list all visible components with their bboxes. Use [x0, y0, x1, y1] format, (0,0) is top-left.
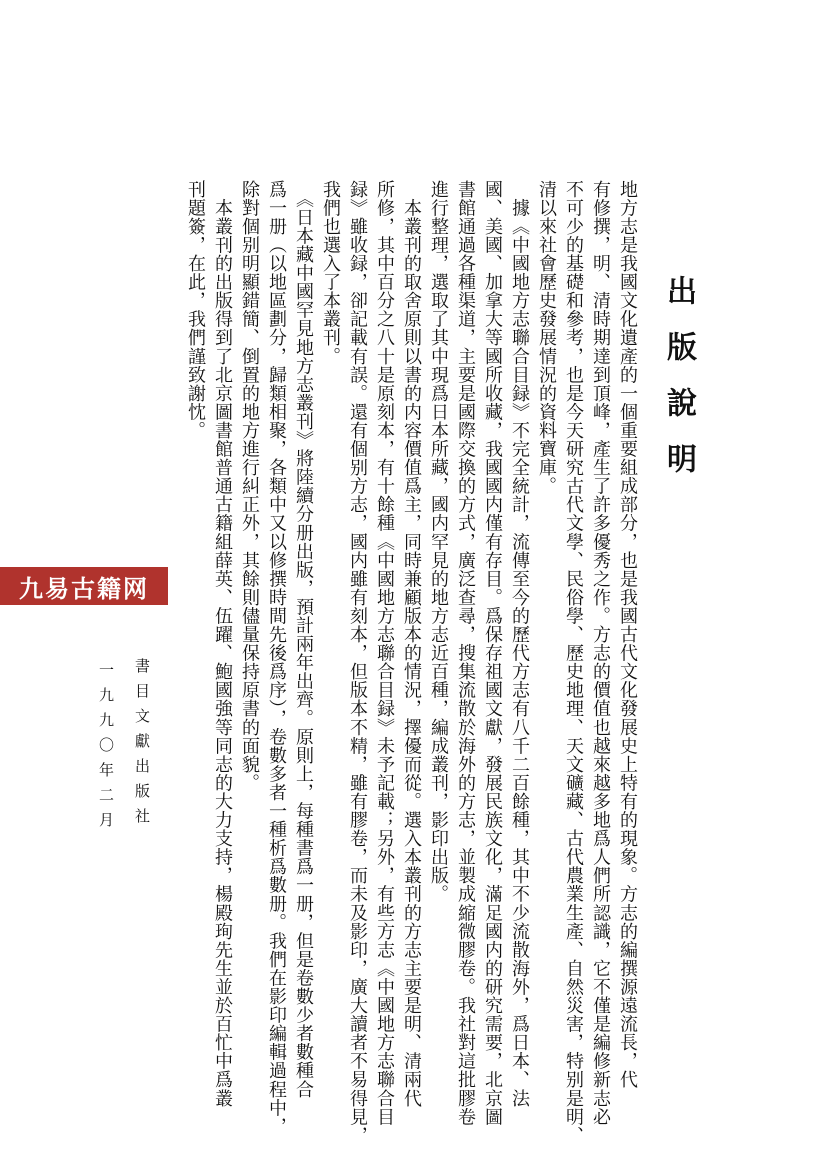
text-column: 録》雖收録，卻記載有誤。還有個别方志，國内雖有刻本，但版本不精，雖有膠卷，而未及影印，廣大讀者不易得見，: [347, 180, 368, 1145]
text-column: 國、美國、加拿大等國所收藏，我國國内僅有存目。爲保存祖國文獻，發展民族文化，滿足國内的研究需要，北京圖: [482, 180, 503, 1127]
page-title: 出版說明: [661, 275, 696, 499]
text-column: 不可少的基礎和參考，也是今天研究古代文學、民俗學、歷史地理、天文礦藏、古代農業生產、自然災害，特别是明、: [563, 180, 584, 1145]
text-column: 據《中國地方志聯合目録》不完全統計，流傳至今的歷代方志有八千二百餘種，其中不少流散海外，爲日本、法: [509, 180, 530, 1108]
text-column: 進行整理，選取了其中現爲日本所藏，國内罕見的地方志近百種，編成叢刊，影印出版。: [428, 180, 449, 904]
text-column: 刊題簽，在此，我們謹致謝忱。: [185, 180, 206, 440]
text-column: 本叢刊的取舍原則以書的内容價值爲主，同時兼顧版本的情況，擇優而從。選入本叢刊的方志主要是明、清兩代: [401, 180, 422, 1108]
text-column: 有修撰，明、清時期達到頂峰，產生了許多優秀之作。方志的價值也越來越多地爲人們所認識，它不僅是編修新志必: [590, 180, 611, 1127]
text-column: 《日本藏中國罕見地方志叢刊》將陸續分册出版，預計兩年出齊。原則上，每種書爲一册，但是卷數少者數種合: [293, 180, 314, 1099]
text-column: 本叢刊的出版得到了北京圖書館普通古籍組薛英、伍躍、鮑國強等同志的大力支持，楊殿珣先生並於百忙中爲叢: [212, 180, 233, 1108]
text-column: 爲一册（以地區劃分，歸類相聚，各類中又以修撰時間先後爲序），卷數多者一種析爲數册。我們在影印編輯過程中，: [266, 180, 287, 1136]
text-column: 書館通過各種渠道，主要是國際交換的方式，廣泛查尋，搜集流散於海外的方志，並製成縮微膠卷。我社對這批膠卷: [455, 180, 476, 1127]
publication-date: 一九九〇年二月: [97, 662, 115, 837]
publisher-name: 書目文獻出版社: [133, 658, 151, 833]
watermark-banner: 九易古籍网: [0, 567, 168, 605]
text-column: 地方志是我國文化遺產的一個重要組成部分，也是我國古代文化發展史上特有的現象。方志的編撰源遠流長，代: [617, 180, 638, 1089]
text-column: 除對個别明顯錯簡、倒置的地方進行糾正外，其餘則儘量保持原書的面貌。: [239, 180, 260, 793]
text-column: 我們也選入了本叢刊。: [320, 180, 341, 366]
text-column: 所修，其中百分之八十是原刻本，有十餘種《中國地方志聯合目録》未予記載；另外，有些方志《中國地方志聯合目: [374, 180, 395, 1127]
text-column: 清以來社會歷史發展情況的資料寶庫。: [536, 180, 557, 496]
